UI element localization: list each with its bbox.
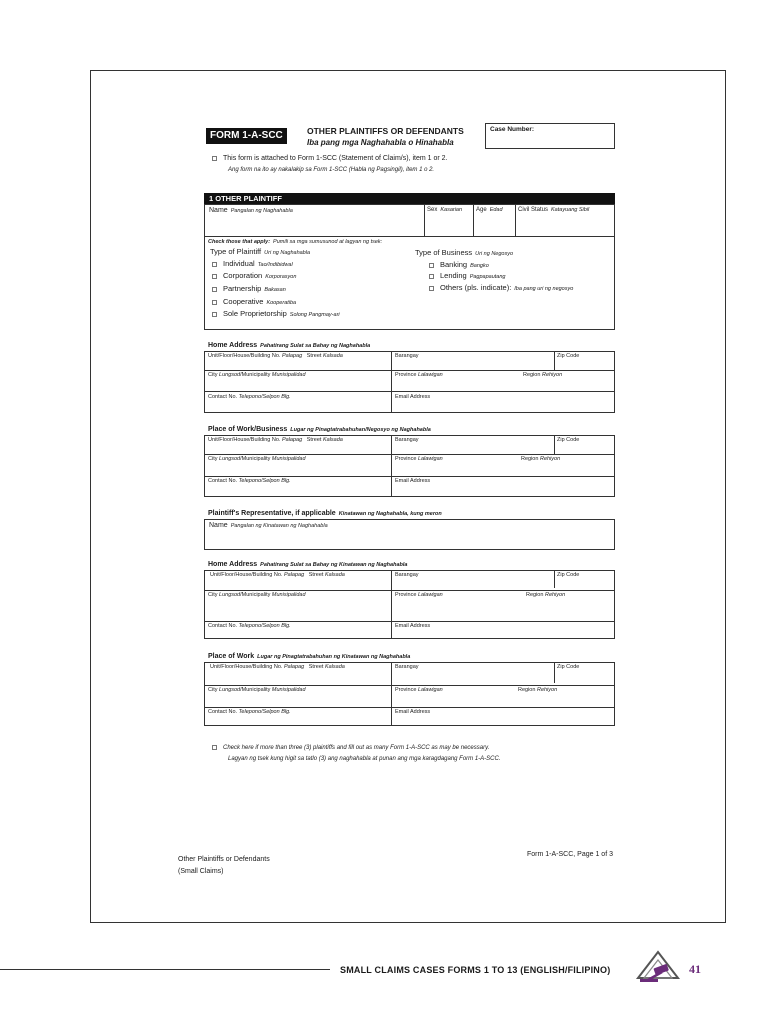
option-lending[interactable]: Lending Pagpapautang: [429, 271, 506, 280]
email-field[interactable]: Email Address: [395, 623, 431, 629]
book-title: SMALL CLAIMS CASES FORMS 1 TO 13 (ENGLISH/FILIPINO): [340, 965, 611, 975]
civil-status-field[interactable]: Civil Status Katayuang Sibil: [518, 207, 590, 213]
contact-field[interactable]: Contact No. Telepono/Selpon Blg.: [208, 709, 291, 715]
province-field[interactable]: Province Lalawigan: [395, 372, 443, 378]
region-field[interactable]: Region Rehiyon: [518, 687, 558, 693]
rep-work-address-table: [204, 662, 615, 726]
zip-field[interactable]: Zip Code: [557, 664, 580, 670]
form-title: OTHER PLAINTIFFS OR DEFENDANTS: [307, 126, 464, 136]
work-address-table: [204, 435, 615, 497]
checkbox[interactable]: [212, 312, 217, 317]
email-field[interactable]: Email Address: [395, 394, 431, 400]
city-field[interactable]: City Lungsod/Municipality Munisipalidad: [208, 687, 306, 693]
rep-home-address-table: [204, 570, 615, 639]
more-plaintiffs-checkbox[interactable]: [212, 745, 217, 750]
option-banking[interactable]: Banking Bangko: [429, 260, 489, 269]
age-field[interactable]: Age Edad: [476, 207, 503, 213]
checkbox[interactable]: [429, 274, 434, 279]
checkbox[interactable]: [429, 263, 434, 268]
book-page-number: 41: [689, 962, 701, 976]
zip-field[interactable]: Zip Code: [557, 353, 580, 359]
region-field[interactable]: Region Rehiyon: [523, 372, 563, 378]
form-code-badge: FORM 1-A-SCC: [206, 128, 287, 144]
option-cooperative[interactable]: Cooperative Kooperatiba: [212, 297, 296, 306]
name-field[interactable]: Name Pangalan ng Naghahabla: [209, 207, 293, 214]
representative-name-label: Name Pangalan ng Kinatawan ng Naghahabla: [209, 522, 328, 529]
contact-field[interactable]: Contact No. Telepono/Selpon Blg.: [208, 623, 291, 629]
province-field[interactable]: Province Lalawigan: [395, 592, 443, 598]
unit-field[interactable]: Unit/Floor/House/Building No. Palapag Street Kalsada: [208, 353, 343, 359]
option-sole-proprietorship[interactable]: Sole Proprietorship Solong Pangmay-ari: [212, 309, 340, 318]
representative-heading: Plaintiff's Representative, if applicable Kinatawan ng Naghahabla, kung meron: [208, 510, 442, 517]
type-of-plaintiff-label: Type of Plaintiff Uri ng Naghahabla: [210, 247, 311, 256]
form-title-fil: Iba pang mga Naghahabla o Hinahabla: [307, 138, 454, 147]
province-field[interactable]: Province Lalawigan: [395, 687, 443, 693]
unit-field[interactable]: Unit/Floor/House/Building No. Palapag Street Kalsada: [210, 572, 345, 578]
more-plaintiffs-note: Check here if more than three (3) plaintiffs and fill out as many Form 1-A-SCC as may be necessary.: [212, 745, 489, 751]
sex-field[interactable]: Sex Kasarian: [427, 207, 463, 213]
unit-field[interactable]: Unit/Floor/House/Building No. Palapag Street Kalsada: [208, 437, 343, 443]
case-number-label: Case Number:: [490, 126, 535, 133]
home-address-table: [204, 351, 615, 413]
barangay-field[interactable]: Barangay: [395, 437, 419, 443]
representative-name-box[interactable]: [204, 519, 615, 550]
city-field[interactable]: City Lungsod/Municipality Munisipalidad: [208, 456, 306, 462]
city-field[interactable]: City Lungsod/Municipality Munisipalidad: [208, 372, 306, 378]
checkbox[interactable]: [212, 300, 217, 305]
gavel-logo-icon: [634, 948, 686, 988]
case-number-field[interactable]: [485, 123, 615, 149]
form-footer-left: Other Plaintiffs or Defendants (Small Claims): [178, 856, 270, 875]
zip-field[interactable]: Zip Code: [557, 437, 580, 443]
option-others[interactable]: Others (pls. indicate): Iba pang uri ng negosyo: [429, 283, 573, 292]
contact-field[interactable]: Contact No. Telepono/Selpon Blg.: [208, 478, 291, 484]
attach-note-fil: Ang form na ito ay nakalakip sa Form 1-SCC (Habla ng Pagsingil), item 1 o 2.: [228, 167, 435, 173]
email-field[interactable]: Email Address: [395, 709, 431, 715]
province-field[interactable]: Province Lalawigan: [395, 456, 443, 462]
check-those-label: Check those that apply: Pumili sa mga sumusunod at lagyan ng tsek:: [208, 239, 383, 245]
option-individual[interactable]: Individual Tao/Indibidwal: [212, 259, 293, 268]
work-address-heading: Place of Work/Business Lugar ng Pinagtatrabahuhan/Negosyo ng Naghahabla: [208, 426, 431, 433]
attach-note: This form is attached to Form 1-SCC (Statement of Claim/s), item 1 or 2.: [212, 155, 447, 162]
barangay-field[interactable]: Barangay: [395, 664, 419, 670]
attach-checkbox[interactable]: [212, 156, 217, 161]
checkbox[interactable]: [212, 274, 217, 279]
unit-field[interactable]: Unit/Floor/House/Building No. Palapag Street Kalsada: [210, 664, 345, 670]
option-corporation[interactable]: Corporation Korporasyon: [212, 271, 296, 280]
type-of-business-label: Type of Business Uri ng Negosyo: [415, 248, 514, 257]
home-address-heading: Home Address Pahatirang Sulat sa Bahay ng Naghahabla: [208, 342, 371, 349]
checkbox[interactable]: [212, 262, 217, 267]
option-partnership[interactable]: Partnership Bakasan: [212, 284, 286, 293]
footer-rule: [0, 969, 330, 970]
plaintiff-info-row: [204, 204, 615, 237]
barangay-field[interactable]: Barangay: [395, 572, 419, 578]
city-field[interactable]: City Lungsod/Municipality Munisipalidad: [208, 592, 306, 598]
section-other-plaintiff: 1 OTHER PLAINTIFF: [204, 193, 615, 204]
zip-field[interactable]: Zip Code: [557, 572, 580, 578]
more-plaintiffs-note-fil: Lagyan ng tsek kung higit sa tatlo (3) ang naghahabla at punan ang mga karagdagang Form 1-A-SCC.: [228, 756, 501, 762]
rep-home-address-heading: Home Address Pahatirang Sulat sa Bahay ng Kinatawan ng Naghahabla: [208, 561, 408, 568]
region-field[interactable]: Region Rehiyon: [526, 592, 566, 598]
region-field[interactable]: Region Rehiyon: [521, 456, 561, 462]
checkbox[interactable]: [429, 286, 434, 291]
checkbox[interactable]: [212, 287, 217, 292]
email-field[interactable]: Email Address: [395, 478, 431, 484]
barangay-field[interactable]: Barangay: [395, 353, 419, 359]
contact-field[interactable]: Contact No. Telepono/Selpon Blg.: [208, 394, 291, 400]
page-indicator: Form 1-A-SCC, Page 1 of 3: [527, 851, 613, 858]
rep-work-address-heading: Place of Work Lugar ng Pinagtatrabahuhan ng Kinatawan ng Naghahabla: [208, 653, 411, 660]
